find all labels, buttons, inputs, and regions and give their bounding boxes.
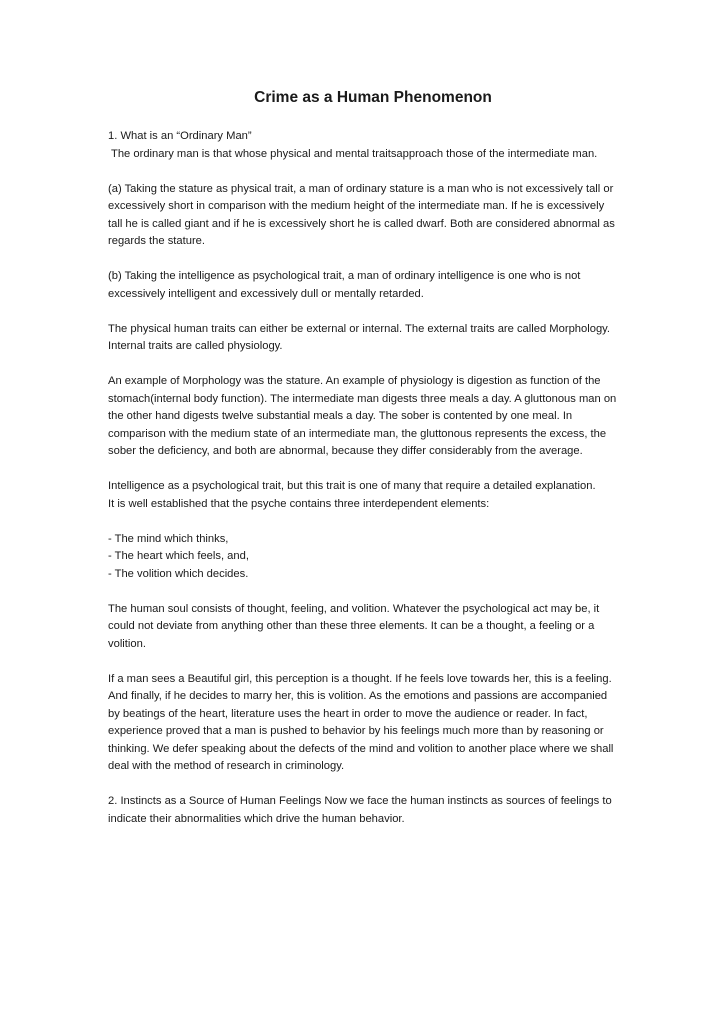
paragraph-gap — [108, 583, 620, 601]
psyche-elements-list — [108, 531, 620, 584]
list-item: - The volition which decides. — [108, 567, 249, 580]
section-1-heading: 1. What is an “Ordinary Man” — [108, 130, 252, 142]
paragraph-gap — [108, 461, 620, 479]
paragraph-gap — [108, 251, 620, 269]
section-2-instincts: 2. Instincts as a Source of Human Feelings Now we face the human instincts as sources of feelings to indicate their abnormalities which drive the human behavior. — [108, 795, 612, 825]
paragraph-a-stature: (a) Taking the stature as physical trait, a man of ordinary stature is a man who is not excessively tall or excessively short in comparison with the medium height of the intermediate man. If he is excessively tall he is called giant and if he is excessively short he is called dwarf. Both are considered abnormal as regards the stature. — [108, 182, 615, 247]
list-item: - The mind which thinks, — [108, 532, 229, 545]
paragraph-gap — [108, 653, 620, 671]
paragraph-gap — [108, 303, 620, 321]
paragraph-human-soul: The human soul consists of thought, feeling, and volition. Whatever the psychological act may be, it could not deviate from anything other than these three elements. It can be a thought, a feeling or a volition. — [108, 602, 600, 650]
paragraph-gap — [108, 356, 620, 374]
paragraph-physical-traits: The physical human traits can either be external or internal. The external traits are called Morphology. Internal traits are called physiology. — [108, 322, 611, 352]
ordinary-man-definition: The ordinary man is that whose physical and mental traitsapproach those of the intermediate man. — [111, 147, 598, 160]
list-item: - The heart which feels, and, — [108, 550, 249, 562]
paragraph-gap — [108, 776, 620, 794]
paragraph-b-intelligence: (b) Taking the intelligence as psychological trait, a man of ordinary intelligence is one who is not excessively intelligent and excessively dull or mentally retarded. — [108, 270, 581, 300]
paragraph-gap — [108, 513, 620, 531]
paragraph-gap — [108, 163, 620, 181]
document-page — [108, 88, 620, 828]
paragraph-psyche-elements: It is well established that the psyche contains three interdependent elements: — [108, 497, 490, 510]
document-title: Crime as a Human Phenomenon — [254, 89, 492, 106]
paragraph-intelligence-trait: Intelligence as a psychological trait, but this trait is one of many that require a detailed explanation. — [108, 480, 596, 492]
paragraph-beautiful-girl-example: If a man sees a Beautiful girl, this perception is a thought. If he feels love towards her, this is a feeling. And finally, if he decides to marry her, this is volition. As the emotions and passions are accompanied by beatings of the heart, literature uses the heart in order to move the audience or reader. In fact, experience proved that a man is pushed to behavior by his feelings much more than by reasoning or thinking. We defer speaking about the defects of the mind and volition to another place where we shall deal with the method of research in criminology. — [108, 672, 614, 772]
paragraph-morphology-example: An example of Morphology was the stature. An example of physiology is digestion as function of the stomach(internal body function). The intermediate man digests three meals a day. A gluttonous man on the other hand digests twelve substantial meals a day. The sober is contented by one meal. In comparison with the medium state of an intermediate man, the gluttonous represents the excess, the sober the deficiency, and both are abnormal, because they differ considerably from the average. — [108, 375, 617, 457]
